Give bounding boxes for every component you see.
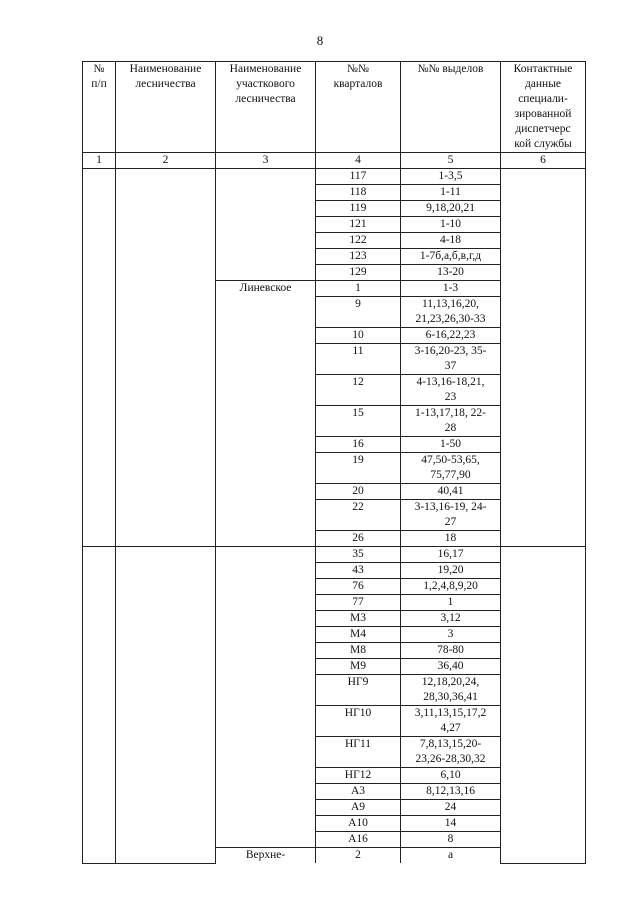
forestry-cell	[116, 547, 216, 864]
plot-cell: 1-7б,а,б,в,г,д	[401, 249, 501, 265]
plot-cell: 16,17	[401, 547, 501, 563]
plot-cell: 40,41	[401, 484, 501, 500]
plot-cell: 1-13,17,18, 22- 28	[401, 406, 501, 437]
column-header: Наименование участкового лесничества	[216, 62, 316, 153]
column-number-cell: 1	[83, 153, 116, 169]
plot-cell: 1-3	[401, 281, 501, 297]
quarter-cell: А10	[316, 816, 401, 832]
district-forestry-cell	[216, 169, 316, 281]
plot-cell: 1-11	[401, 185, 501, 201]
quarter-cell: НГ12	[316, 768, 401, 784]
quarter-cell: 122	[316, 233, 401, 249]
quarter-cell: НГ9	[316, 675, 401, 706]
row-number-cell	[83, 169, 116, 547]
column-number-cell: 4	[316, 153, 401, 169]
plot-cell: 6-16,22,23	[401, 328, 501, 344]
contact-cell	[501, 169, 586, 547]
plot-cell: 36,40	[401, 659, 501, 675]
quarter-cell: 20	[316, 484, 401, 500]
quarter-cell: 123	[316, 249, 401, 265]
district-forestry-cell: Линевское	[216, 281, 316, 547]
table-row	[83, 169, 586, 185]
plot-cell: 3,12	[401, 611, 501, 627]
column-header: №№ кварталов	[316, 62, 401, 153]
quarter-cell: 118	[316, 185, 401, 201]
page-number: 8	[316, 33, 324, 48]
plot-cell: 78-80	[401, 643, 501, 659]
quarter-cell: 35	[316, 547, 401, 563]
column-header: Контактные данные специали- зированной диспетчерс кой службы	[501, 62, 586, 153]
quarter-cell: 16	[316, 437, 401, 453]
plot-cell: 1-50	[401, 437, 501, 453]
column-header: №№ выделов	[401, 62, 501, 153]
contact-cell	[501, 547, 586, 864]
plot-cell: 18	[401, 531, 501, 547]
plot-cell: 6,10	[401, 768, 501, 784]
plot-cell: 24	[401, 800, 501, 816]
plot-cell: 13-20	[401, 265, 501, 281]
table-header-row	[83, 62, 586, 153]
quarter-cell: 22	[316, 500, 401, 531]
row-number-cell	[83, 547, 116, 864]
quarter-cell: 77	[316, 595, 401, 611]
plot-cell: 4-13,16-18,21, 23	[401, 375, 501, 406]
quarter-cell: НГ11	[316, 737, 401, 768]
plot-cell: 3-13,16-19, 24- 27	[401, 500, 501, 531]
quarter-cell: М3	[316, 611, 401, 627]
plot-cell: 3,11,13,15,17,2 4,27	[401, 706, 501, 737]
quarter-cell: А16	[316, 832, 401, 848]
column-number-cell: 3	[216, 153, 316, 169]
plot-cell: 8	[401, 832, 501, 848]
plot-cell: 4-18	[401, 233, 501, 249]
quarter-cell: НГ10	[316, 706, 401, 737]
quarter-cell: 11	[316, 344, 401, 375]
quarter-cell: 19	[316, 453, 401, 484]
quarter-cell: 9	[316, 297, 401, 328]
district-forestry-cell	[216, 547, 316, 848]
forestry-table	[82, 61, 586, 864]
quarter-cell: 119	[316, 201, 401, 217]
quarter-cell: А9	[316, 800, 401, 816]
quarter-cell: 43	[316, 563, 401, 579]
quarter-cell: 2	[316, 848, 401, 864]
quarter-cell: М9	[316, 659, 401, 675]
plot-cell: а	[401, 848, 501, 864]
plot-cell: 3	[401, 627, 501, 643]
quarter-cell: М4	[316, 627, 401, 643]
plot-cell: 1-3,5	[401, 169, 501, 185]
plot-cell: 1	[401, 595, 501, 611]
quarter-cell: 15	[316, 406, 401, 437]
district-forestry-cell: Верхне-	[216, 848, 316, 864]
plot-cell: 8,12,13,16	[401, 784, 501, 800]
quarter-cell: 10	[316, 328, 401, 344]
forestry-cell	[116, 169, 216, 547]
quarter-cell: 117	[316, 169, 401, 185]
plot-cell: 19,20	[401, 563, 501, 579]
quarter-cell: 26	[316, 531, 401, 547]
plot-cell: 11,13,16,20, 21,23,26,30-33	[401, 297, 501, 328]
plot-cell: 47,50-53,65, 75,77,90	[401, 453, 501, 484]
plot-cell: 3-16,20-23, 35- 37	[401, 344, 501, 375]
plot-cell: 1,2,4,8,9,20	[401, 579, 501, 595]
column-number-cell: 2	[116, 153, 216, 169]
plot-cell: 7,8,13,15,20- 23,26-28,30,32	[401, 737, 501, 768]
quarter-cell: 1	[316, 281, 401, 297]
quarter-cell: 76	[316, 579, 401, 595]
column-number-row	[83, 153, 586, 169]
plot-cell: 12,18,20,24, 28,30,36,41	[401, 675, 501, 706]
plot-cell: 1-10	[401, 217, 501, 233]
quarter-cell: М8	[316, 643, 401, 659]
plot-cell: 14	[401, 816, 501, 832]
quarter-cell: 121	[316, 217, 401, 233]
column-number-cell: 5	[401, 153, 501, 169]
column-number-cell: 6	[501, 153, 586, 169]
quarter-cell: 12	[316, 375, 401, 406]
column-header: № п/п	[83, 62, 116, 153]
table-body	[83, 169, 586, 864]
quarter-cell: 129	[316, 265, 401, 281]
table-row	[83, 547, 586, 563]
column-header: Наименование лесничества	[116, 62, 216, 153]
quarter-cell: А3	[316, 784, 401, 800]
plot-cell: 9,18,20,21	[401, 201, 501, 217]
